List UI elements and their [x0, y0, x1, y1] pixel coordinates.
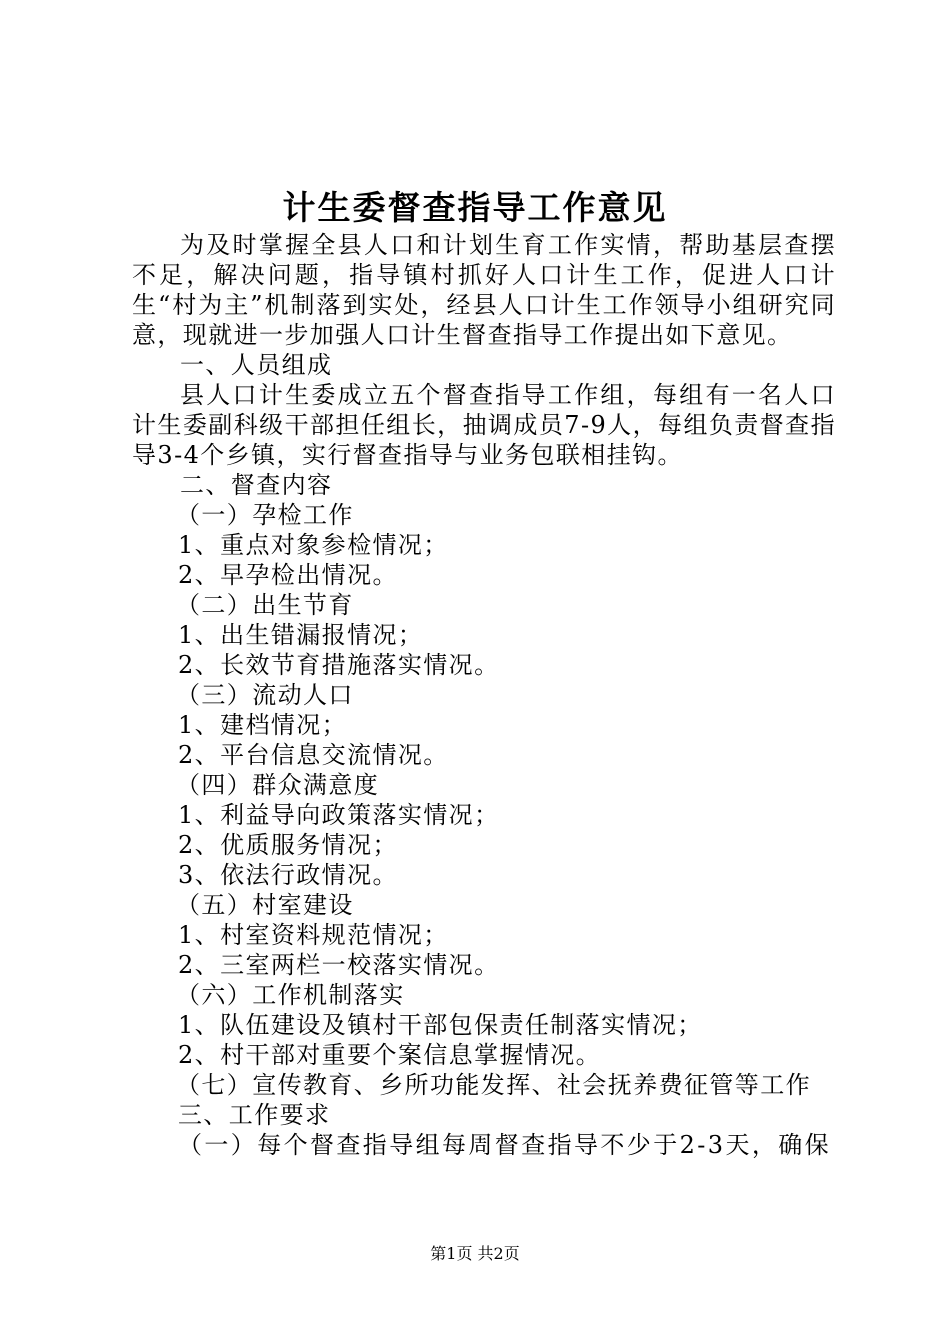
subsection-heading: （六）工作机制落实: [176, 981, 405, 1009]
list-item: 3、依法行政情况。: [178, 861, 398, 889]
list-item: 1、利益导向政策落实情况；: [178, 801, 500, 829]
requirements-first-line: （一）每个督查指导组每周督查指导不少于2-3天，确保: [178, 1131, 832, 1159]
list-item: 2、优质服务情况；: [178, 831, 398, 859]
page-footer: 第1页 共2页: [430, 1244, 520, 1263]
personnel-paragraph: 县人口计生委成立五个督查指导工作组，每组有一名人口计生委副科级干部担任组长，抽调成员7-9人，每组负责督查指导3-4个乡镇，实行督查指导与业务包联相挂钩。: [132, 381, 836, 469]
document-body: [132, 230, 836, 1160]
intro-paragraph: 为及时掌握全县人口和计划生育工作实情，帮助基层查摆不足，解决问题，指导镇村抓好人口计生工作，促进人口计生“村为主”机制落到实处，经县人口计生工作领导小组研究同意，现就进一步加强人口计生督查指导工作提出如下意见。: [132, 231, 836, 349]
subsection-heading: （二）出生节育: [176, 591, 354, 619]
subsection-heading: （一）孕检工作: [176, 501, 354, 529]
list-item: 2、平台信息交流情况。: [178, 741, 449, 769]
subsection-heading: （五）村室建设: [176, 891, 354, 919]
subsection-heading: （三）流动人口: [176, 681, 354, 709]
inspection-content-list: [132, 500, 836, 1100]
list-item: 1、出生错漏报情况；: [178, 621, 424, 649]
list-item: 2、三室两栏一校落实情况。: [178, 951, 500, 979]
list-item: 1、村室资料规范情况；: [178, 921, 449, 949]
subsection-heading: （七）宣传教育、乡所功能发挥、社会抚养费征管等工作: [176, 1071, 811, 1099]
list-item: 1、重点对象参检情况；: [178, 531, 449, 559]
section-heading-requirements: 三、工作要求: [178, 1101, 331, 1129]
subsection-heading: （四）群众满意度: [176, 771, 380, 799]
section-heading-inspection-content: 二、督查内容: [180, 471, 333, 499]
list-item: 2、长效节育措施落实情况。: [178, 651, 500, 679]
list-item: 1、队伍建设及镇村干部包保责任制落实情况；: [178, 1011, 703, 1039]
list-item: 2、早孕检出情况。: [178, 561, 398, 589]
section-heading-personnel: 一、人员组成: [180, 351, 333, 379]
list-item: 1、建档情况；: [178, 711, 348, 739]
document-title: 计生委督查指导工作意见: [282, 188, 668, 227]
list-item: 2、村干部对重要个案信息掌握情况。: [178, 1041, 602, 1069]
